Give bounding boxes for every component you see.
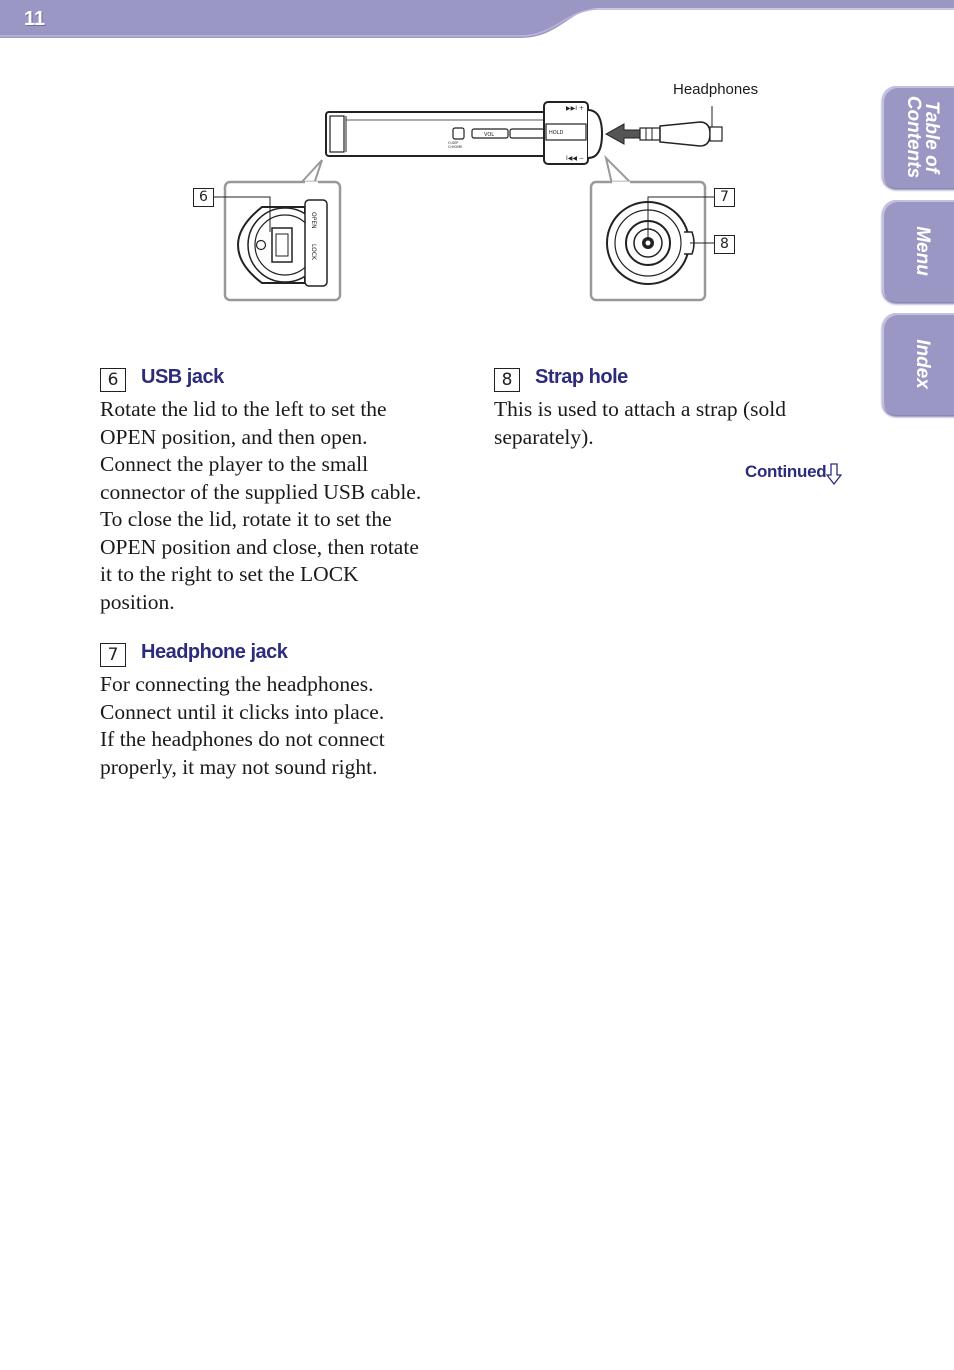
- section-title: Headphone jack: [141, 641, 288, 663]
- body-line: Rotate the lid to the left to set the: [100, 397, 387, 421]
- section-headphone-jack: [100, 641, 460, 781]
- section-strap-hole: [494, 366, 854, 451]
- tab-menu[interactable]: [882, 200, 954, 302]
- svg-text:▶▶I +: ▶▶I +: [566, 105, 584, 112]
- tab-menu-label: Menu: [912, 226, 933, 276]
- body-line: connector of the supplied USB cable.: [100, 479, 422, 504]
- body-line: properly, it may not sound right.: [100, 754, 378, 779]
- body-line: OPEN position and close, then rotate: [100, 534, 419, 559]
- body-line: it to the right to set the LOCK: [100, 562, 359, 586]
- callout-8: 8: [714, 235, 735, 254]
- svg-text:I◀◀ −: I◀◀ −: [566, 155, 584, 162]
- player-diagram: [180, 70, 780, 320]
- section-body: [494, 396, 854, 451]
- section-number: 7: [100, 643, 126, 667]
- section-body: [100, 396, 460, 616]
- tab-index-label: Index: [912, 339, 933, 389]
- section-title: Strap hole: [535, 366, 628, 388]
- body-line: separately).: [494, 424, 594, 449]
- svg-text:O:SEP: O:SEP: [448, 141, 459, 145]
- section-number: 6: [100, 368, 126, 392]
- svg-text:LOCK: LOCK: [310, 244, 317, 260]
- section-body: [100, 671, 460, 781]
- svg-text:HOLD: HOLD: [549, 130, 564, 136]
- headphones-label: Headphones: [673, 81, 759, 98]
- tab-index[interactable]: [882, 313, 954, 415]
- section-heading: [100, 641, 460, 671]
- body-line: This is used to attach a strap (sold: [494, 397, 786, 421]
- tab-table-of-contents[interactable]: [882, 86, 954, 188]
- section-heading: [100, 366, 460, 396]
- page-header: [0, 0, 954, 40]
- svg-text:O:HOME: O:HOME: [448, 145, 463, 149]
- section-usb-jack: [100, 366, 460, 616]
- callout-6: 6: [193, 188, 214, 207]
- body-line: To close the lid, rotate it to set the: [100, 507, 392, 531]
- body-line: For connecting the headphones.: [100, 672, 374, 696]
- callout-7: 7: [714, 188, 735, 207]
- body-line: Connect the player to the small: [100, 452, 369, 476]
- arrow-down-icon: [826, 463, 842, 485]
- header-band: [0, 0, 954, 40]
- body-line: Connect until it clicks into place.: [100, 699, 385, 724]
- page-number: 11: [24, 8, 46, 30]
- player-drawing: [180, 70, 780, 320]
- section-title: USB jack: [141, 366, 224, 388]
- section-number: 8: [494, 368, 520, 392]
- continued-link[interactable]: Continued: [745, 462, 827, 481]
- body-line: position.: [100, 589, 175, 614]
- section-heading: [494, 366, 854, 396]
- svg-text:OPEN: OPEN: [310, 212, 317, 229]
- body-line: If the headphones do not connect: [100, 727, 385, 751]
- svg-text:VOL: VOL: [484, 132, 495, 138]
- body-line: OPEN position, and then open.: [100, 424, 368, 449]
- tab-table-of-contents-label: Table of Contents: [903, 95, 942, 179]
